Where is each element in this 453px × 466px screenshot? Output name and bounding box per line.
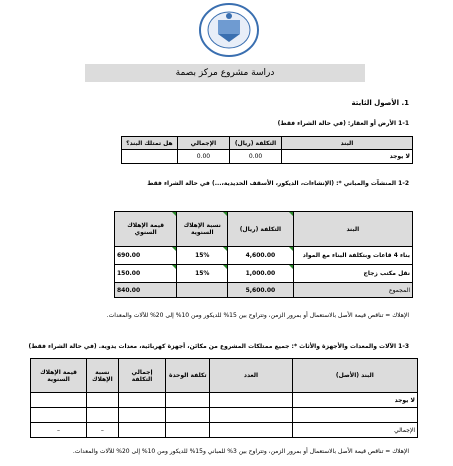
- table-cell: –: [31, 423, 87, 438]
- table-cell: 690.00: [115, 247, 177, 265]
- table-header: تكلفة الوحدة: [166, 359, 210, 393]
- table-cell: 1,000.00: [228, 265, 293, 283]
- table-cell: 15%: [177, 247, 228, 265]
- table-cell: المجموع: [293, 283, 412, 298]
- table-cell: لا يوجد: [292, 393, 417, 408]
- university-logo: [198, 2, 260, 58]
- table-row: [122, 150, 413, 164]
- table-cell: [31, 393, 87, 408]
- table-total-row: [115, 283, 413, 298]
- table-cell: 0.00: [177, 150, 229, 164]
- table-cell: الإجمالي: [292, 423, 417, 438]
- table-header: نسبة الإهلاك السنوية: [177, 212, 228, 247]
- table-row: [31, 393, 418, 408]
- table-cell: [210, 393, 292, 408]
- table-cell: لا يوجد: [282, 150, 413, 164]
- subsection-heading-land: 1-1 الأرض أو العقار: (في حالة الشراء فقط): [277, 120, 409, 127]
- subsection-heading-buildings: 1-2 المنشآت والمباني *: (الإنشاءات، الديكور، الأسقف الحديدية،...) في حالة الشراء فقط: [147, 180, 409, 187]
- table-cell: [122, 150, 178, 164]
- table-cell: 150.00: [115, 265, 177, 283]
- table-header: التكلفة (ريال): [228, 212, 293, 247]
- table-total-row: [31, 423, 418, 438]
- table-cell: نقل مكتب زجاج: [293, 265, 412, 283]
- table-cell: [166, 393, 210, 408]
- page-title: دراسة مشروع مركز بصمة: [85, 64, 365, 82]
- table-cell: بناء 4 قاعات وبتكلفة البناء مع المواد: [293, 247, 412, 265]
- table-cell: [118, 393, 166, 408]
- table-cell: [166, 408, 210, 423]
- table-cell: 840.00: [115, 283, 177, 298]
- table-header: إجمالي التكلفة: [118, 359, 166, 393]
- subsection-heading-equipment: 1-3 الآلات والمعدات والأجهزة والأثاث *: جميع ممتلكات المشروع من مكائن، أجهزة كهربائية، معدات يدوية. (في حالة الشراء فقط): [28, 343, 409, 350]
- table-header: التكلفة (ريال): [230, 137, 282, 150]
- table-cell: 4,600.00: [228, 247, 293, 265]
- land-table: [121, 136, 413, 164]
- table-cell: 15%: [177, 265, 228, 283]
- table-row: [115, 247, 413, 265]
- table-cell: [118, 408, 166, 423]
- table-cell: 5,600.00: [228, 283, 293, 298]
- equipment-table: [30, 358, 418, 438]
- table-header: الإجمالي: [177, 137, 229, 150]
- table-header: قيمة الإهلاك السنوية: [31, 359, 87, 393]
- section-heading: 1. الأصول الثابتة: [351, 99, 409, 107]
- table-header: البند: [282, 137, 413, 150]
- depreciation-note-equipment: الإهلاك = تناقص قيمة الأصل بالاستعمال أو بمرور الزمن، وتتراوح بين 3% للمباني و15% للديكور ومن 10% إلى 20% للآلات والمعدات.: [72, 448, 409, 455]
- depreciation-note: الإهلاك = تناقص قيمة الأصل بالاستعمال أو بمرور الزمن، وتتراوح بين 15% للديكور ومن 10% إلى 20% للآلات والمعدات.: [106, 312, 409, 319]
- buildings-table: [114, 211, 413, 298]
- table-cell: [31, 408, 87, 423]
- table-cell: [292, 408, 417, 423]
- table-cell: [210, 408, 292, 423]
- table-header: البند (الأصل): [292, 359, 417, 393]
- table-cell: –: [87, 423, 119, 438]
- table-header: قيمة الإهلاك السنوي: [115, 212, 177, 247]
- table-cell: [87, 393, 119, 408]
- table-row: [31, 408, 418, 423]
- table-cell: [210, 423, 292, 438]
- table-cell: [166, 423, 210, 438]
- seal-logo-icon: [198, 2, 260, 58]
- table-row: [115, 265, 413, 283]
- table-cell: 0.00: [230, 150, 282, 164]
- table-header: هل تمتلك البند؟: [122, 137, 178, 150]
- table-cell: [177, 283, 228, 298]
- table-header: العدد: [210, 359, 292, 393]
- table-header: نسبة الإهلاك: [87, 359, 119, 393]
- table-header: البند: [293, 212, 412, 247]
- table-cell: [118, 423, 166, 438]
- table-cell: [87, 408, 119, 423]
